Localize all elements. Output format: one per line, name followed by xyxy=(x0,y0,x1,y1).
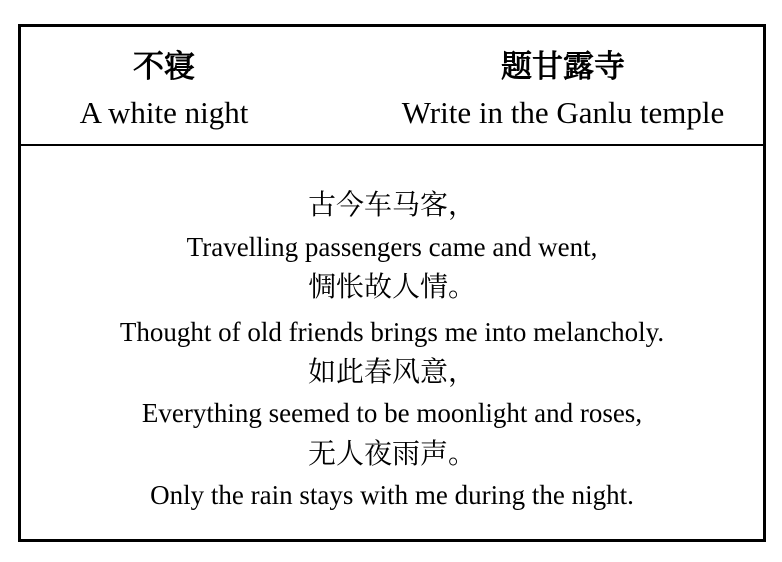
title-cell-left xyxy=(21,27,307,144)
poem-line-2-english: Thought of old friends brings me into melancholy. xyxy=(119,317,665,347)
poem-line-2-chinese: 惆怅故人情。 xyxy=(307,270,476,303)
poem-line-4-english: Only the rain stays with me during the night. xyxy=(150,480,634,510)
title-row xyxy=(21,27,763,146)
poem-line-4-chinese: 无人夜雨声。 xyxy=(307,437,476,470)
poem-table xyxy=(18,24,766,542)
english-title-right: Write in the Ganlu temple xyxy=(401,95,725,130)
poem-line-3-chinese: 如此春风意， xyxy=(307,355,476,388)
chinese-title-right: 题甘露寺 xyxy=(501,49,625,85)
title-cell-right xyxy=(375,27,751,144)
english-title-left: A white night xyxy=(79,95,249,130)
poem-line-3-english: Everything seemed to be moonlight and roses, xyxy=(141,398,643,428)
chinese-title-left: 不寝 xyxy=(133,49,195,85)
poem-line-1-english: Travelling passengers came and went, xyxy=(186,232,598,262)
poem-line-1-chinese: 古今车马客， xyxy=(307,188,476,221)
